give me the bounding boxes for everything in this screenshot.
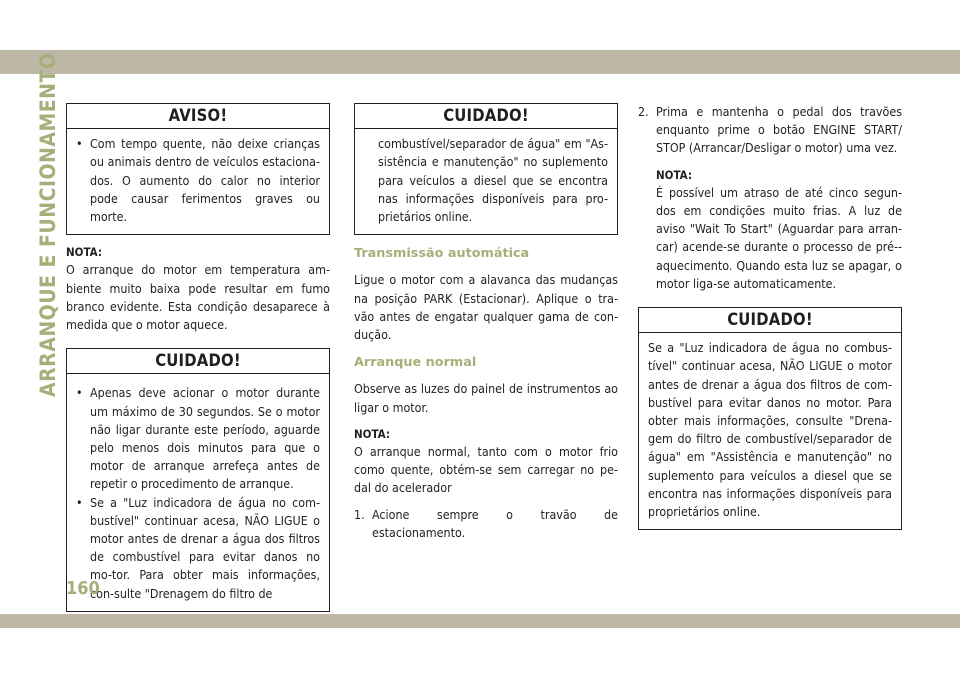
note-heading: NOTA: xyxy=(656,167,692,182)
note-text: É possível um atraso de até cinco segun-dos em condições muito frias. A luz de aviso "Wait To Start" (Aguardar para arran-car) acende-se durante o processo de pré--aquecimento. Quando esta luz se apagar, o motor liga-se automaticamente. xyxy=(656,184,902,291)
step-text: Acione sempre o travão de estacionamento. xyxy=(372,506,618,540)
cuidado-title: CUIDADO! xyxy=(67,349,329,374)
cuidado-title: CUIDADO! xyxy=(355,104,617,129)
cuidado-item: • Se a "Luz indicadora de água no com-bustível" continuar acesa, NÃO LIGUE o motor antes de drenar a água dos filtros de combustível para evitar danos no mo-tor. Para obter mais informações, con-sulte "Drenagem do filtro de xyxy=(76,494,320,603)
note-text: O arranque normal, tanto com o motor frio como quente, obtém-se sem carregar no pe-dal do acelerador xyxy=(354,444,618,496)
note-heading: NOTA: xyxy=(354,426,390,441)
section-text-normal-start: Observe as luzes do painel de instrumentos ao ligar o motor. xyxy=(354,381,618,415)
chapter-side-title-text: ARRANQUE E FUNCIONAMENTO xyxy=(36,52,60,397)
section-heading-transmission: Transmissão automática xyxy=(354,246,530,262)
column-1 xyxy=(66,103,330,612)
step-2 xyxy=(638,103,902,158)
note-heading: NOTA: xyxy=(66,245,102,260)
page-number: 160 xyxy=(66,578,100,599)
top-band xyxy=(0,50,960,74)
step-1 xyxy=(354,506,618,542)
cuidado-item: • Apenas deve acionar o motor durante um máximo de 30 segundos. Se o motor não ligar durante este período, aguarde pelo menos dois minutos para que o motor de arranque arrefeça antes de repetir o procedimento de arranque. xyxy=(76,384,320,493)
column-3 xyxy=(638,103,902,530)
cuidado-box-1 xyxy=(66,348,330,612)
cuidado-text: Se a "Luz indicadora de água no combus-tível" continuar acesa, NÃO LIGUE o motor antes de drenar a água dos filtros de com-bustível para evitar danos no motor. Para obter mais informações, consulte "Drena-gem do filtro de combustível/separador de água" em "Assistência e manutenção" no suplemento para veículos a diesel que se encontra nas informações disponíveis para proprietários online. xyxy=(648,340,892,520)
step-text: Prima e mantenha o pedal dos travões enquanto prime o botão ENGINE START/ STOP (Arrancar/Desligar o motor) uma vez. xyxy=(656,104,902,156)
section-text-transmission: Ligue o motor com a alavanca das mudanças na posição PARK (Estacionar). Aplique o tra-vão antes de engatar qualquer gama de con-dução. xyxy=(354,272,618,343)
bottom-band xyxy=(0,614,960,628)
step-number: 1. xyxy=(354,506,365,522)
section-heading-normal-start: Arranque normal xyxy=(354,355,477,371)
cuidado-box-3 xyxy=(638,307,902,530)
cuidado-title: CUIDADO! xyxy=(639,308,901,333)
aviso-box xyxy=(66,103,330,235)
step-number: 2. xyxy=(638,104,649,119)
aviso-title: AVISO! xyxy=(67,104,329,129)
column-2 xyxy=(354,103,618,542)
cuidado-box-2 xyxy=(354,103,618,235)
aviso-item: • Com tempo quente, não deixe crianças ou animais dentro de veículos estaciona-dos. O aumento do calor no interior pode causar ferimentos graves ou morte. xyxy=(76,135,320,226)
note-text: O arranque do motor em temperatura am-biente muito baixa pode resultar em fumo branco evidente. Esta condição desaparece à medida que o motor aquece. xyxy=(66,262,330,333)
cuidado-text: combustível/separador de água" em "As-sistência e manutenção" no suplemento para veículos a diesel que se encontra nas informações disponíveis para pro-prietários online. xyxy=(378,136,608,225)
